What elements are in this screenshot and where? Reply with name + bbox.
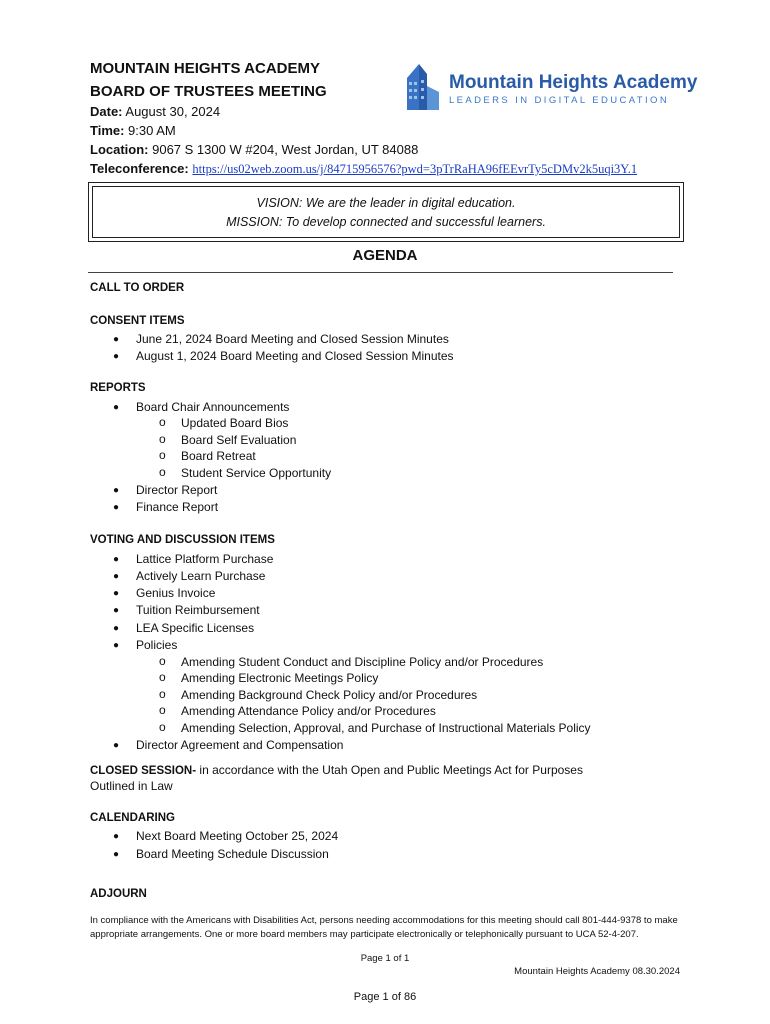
agenda-heading: AGENDA [352, 247, 418, 264]
mission-statement: MISSION: To develop connected and successful learners. [226, 215, 546, 229]
bullet-icon: ● [113, 402, 120, 413]
closed-session-label: CLOSED SESSION- [90, 765, 197, 777]
report-item: Board Chair Announcements [136, 400, 290, 414]
sub-bullet-icon: o [159, 687, 166, 701]
sub-bullet-icon: o [159, 670, 166, 684]
voting-item: Director Agreement and Compensation [136, 738, 344, 752]
sub-bullet-icon: o [159, 703, 166, 717]
policy-item: Amending Electronic Meetings Policy [181, 671, 379, 685]
bullet-icon: ● [113, 623, 120, 634]
voting-item: Policies [136, 638, 178, 652]
voting-item: Genius Invoice [136, 586, 216, 600]
closed-session [90, 763, 583, 777]
ada-notice-cont: appropriate arrangements. One or more board members may participate electronically or telephonically pursuant to UCA 52-4-207. [90, 929, 639, 940]
calendaring-item: Next Board Meeting October 25, 2024 [136, 829, 339, 843]
report-item: Finance Report [136, 500, 219, 514]
policy-item: Amending Background Check Policy and/or Procedures [181, 688, 478, 702]
logo-tagline: LEADERS IN DIGITAL EDUCATION [449, 95, 670, 106]
consent-item: June 21, 2024 Board Meeting and Closed Session Minutes [136, 332, 449, 346]
voting-item: LEA Specific Licenses [136, 621, 255, 635]
reports-heading: REPORTS [90, 382, 146, 394]
report-sub-item: Board Self Evaluation [181, 433, 297, 447]
date-label: Date: [90, 104, 123, 119]
consent-item: August 1, 2024 Board Meeting and Closed Session Minutes [136, 349, 454, 363]
consent-heading: CONSENT ITEMS [90, 315, 185, 327]
sub-bullet-icon: o [159, 448, 166, 462]
meeting-teleconference [90, 161, 637, 177]
voting-heading: VOTING AND DISCUSSION ITEMS [90, 534, 275, 546]
vision-statement: VISION: We are the leader in digital education. [256, 196, 516, 210]
calendaring-heading: CALENDARING [90, 812, 175, 824]
bullet-icon: ● [113, 485, 120, 496]
location-value: 9067 S 1300 W #204, West Jordan, UT 84088 [148, 142, 419, 157]
page-of: Page 1 of 1 [360, 953, 410, 964]
zoom-link[interactable]: https://us02web.zoom.us/j/84715956576?pwd=3pTrRaHA96fEEvrTy5cDMv2k5uqi3Y.1 [192, 162, 638, 176]
adjourn-heading: ADJOURN [90, 888, 147, 900]
school-logo [405, 62, 698, 112]
bullet-icon: ● [113, 831, 120, 842]
bullet-icon: ● [113, 849, 120, 860]
meeting-date [90, 104, 220, 119]
report-item: Director Report [136, 483, 218, 497]
logo-name: Mountain Heights Academy [449, 72, 698, 93]
sub-bullet-icon: o [159, 465, 166, 479]
bullet-icon: ● [113, 554, 120, 565]
meeting-title: BOARD OF TRUSTEES MEETING [90, 83, 327, 100]
bullet-icon: ● [113, 502, 120, 513]
sub-bullet-icon: o [159, 654, 166, 668]
meeting-time [90, 123, 176, 138]
bullet-icon: ● [113, 334, 120, 345]
sub-bullet-icon: o [159, 720, 166, 734]
packet-page-number: Page 1 of 86 [353, 991, 417, 1003]
bullet-icon: ● [113, 588, 120, 599]
document-reference: Mountain Heights Academy 08.30.2024 [514, 966, 680, 977]
ada-notice: In compliance with the Americans with Disabilities Act, persons needing accommodations for this meeting should call 801-444-9378 to make [90, 915, 678, 926]
location-label: Location: [90, 142, 149, 157]
call-to-order-heading: CALL TO ORDER [90, 282, 185, 294]
report-sub-item: Student Service Opportunity [181, 466, 332, 480]
closed-session-text-cont: Outlined in Law [90, 779, 173, 793]
report-sub-item: Updated Board Bios [181, 416, 289, 430]
sub-bullet-icon: o [159, 432, 166, 446]
bullet-icon: ● [113, 351, 120, 362]
bullet-icon: ● [113, 605, 120, 616]
policy-item: Amending Student Conduct and Discipline Policy and/or Procedures [181, 655, 544, 669]
bullet-icon: ● [113, 740, 120, 751]
bullet-icon: ● [113, 571, 120, 582]
vision-mission-box [88, 182, 684, 242]
voting-item: Lattice Platform Purchase [136, 552, 274, 566]
voting-item: Actively Learn Purchase [136, 569, 266, 583]
date-value: August 30, 2024 [122, 104, 221, 119]
policy-item: Amending Attendance Policy and/or Procedures [181, 704, 436, 718]
agenda-divider [88, 272, 673, 273]
meeting-location [90, 142, 418, 157]
calendaring-item: Board Meeting Schedule Discussion [136, 847, 329, 861]
policy-item: Amending Selection, Approval, and Purchase of Instructional Materials Policy [181, 721, 591, 735]
sub-bullet-icon: o [159, 415, 166, 429]
report-sub-item: Board Retreat [181, 449, 256, 463]
mountain-building-icon [405, 62, 445, 112]
teleconference-label: Teleconference: [90, 161, 189, 176]
voting-item: Tuition Reimbursement [136, 603, 260, 617]
school-title: MOUNTAIN HEIGHTS ACADEMY [90, 60, 320, 77]
closed-session-text: in accordance with the Utah Open and Public Meetings Act for Purposes [196, 763, 583, 777]
bullet-icon: ● [113, 640, 120, 651]
time-value: 9:30 AM [124, 123, 176, 138]
time-label: Time: [90, 123, 125, 138]
